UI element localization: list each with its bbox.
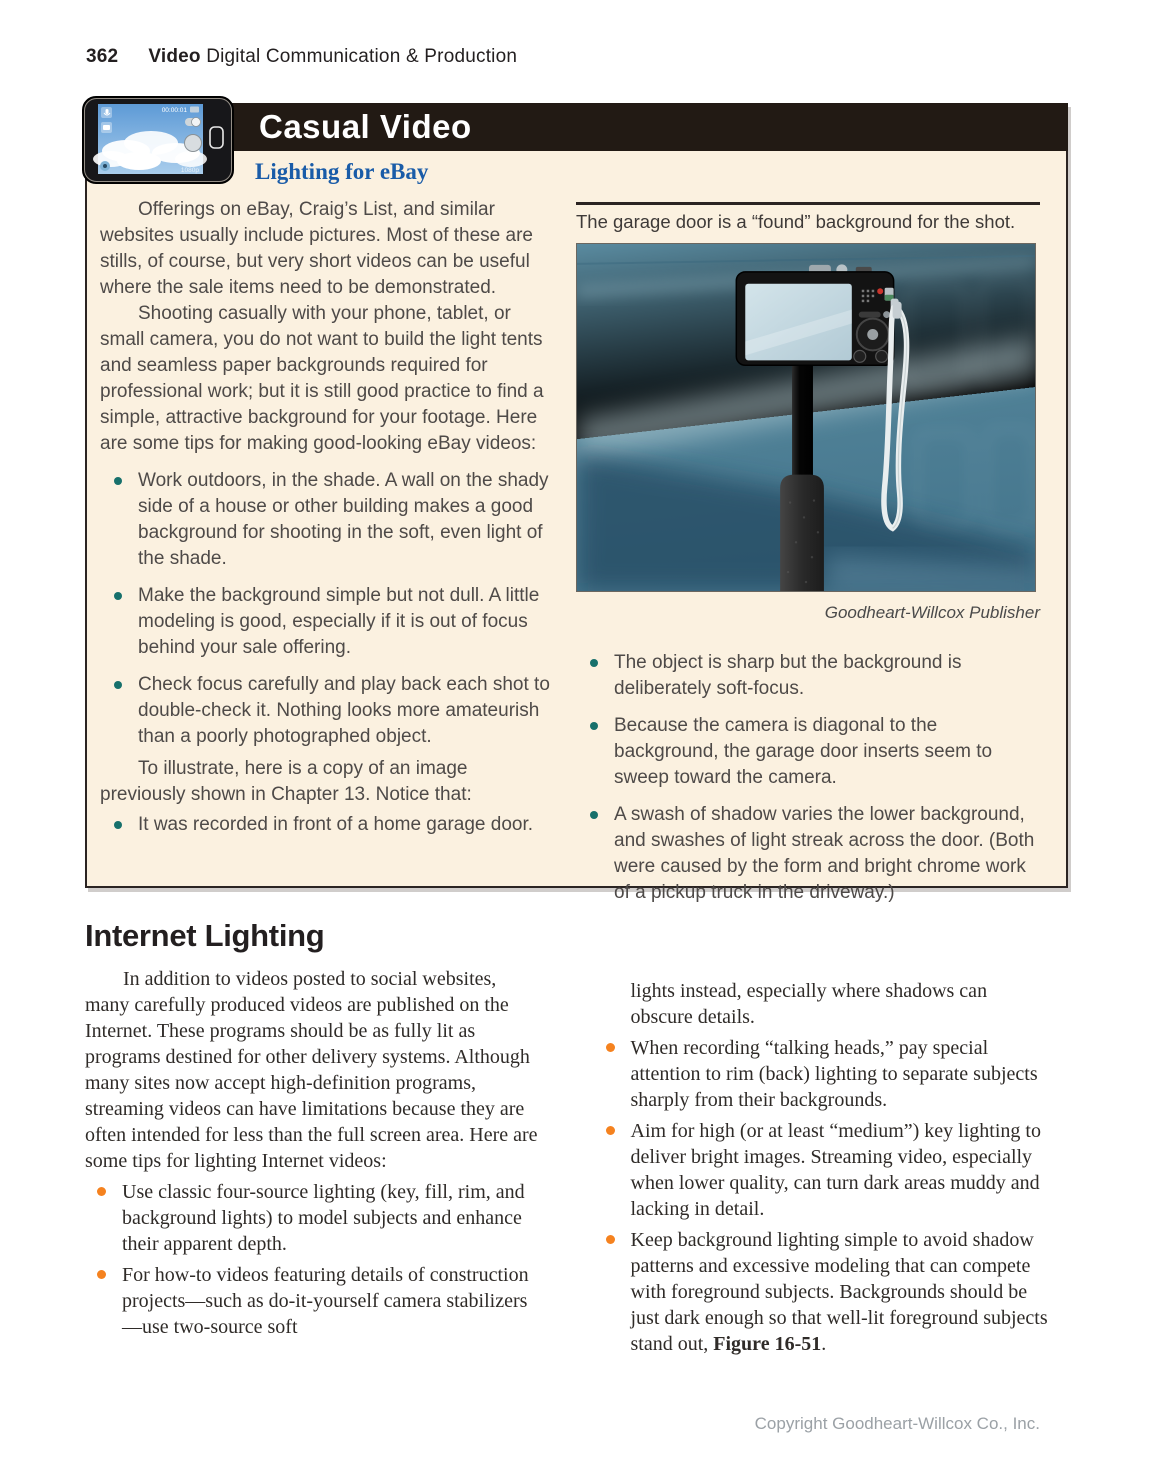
bullet-text: A swash of shadow varies the lower background, and swashes of light streak across the door. (Both were caused by the form and bright chrome work of a pickup truck in the driveway.)	[614, 804, 1035, 903]
bullet-text: The object is sharp but the background is deliberately soft-focus.	[614, 652, 962, 699]
phone-camera-icon	[81, 95, 235, 187]
book-title: Digital Communication & Production	[206, 46, 518, 67]
section-right-column	[594, 966, 1051, 1357]
list-item	[100, 468, 552, 572]
bullet-dot-icon	[590, 722, 598, 730]
shutter-button	[185, 135, 202, 152]
timecode-readout: 00:00:01	[161, 107, 187, 114]
bullet-text	[631, 1227, 1051, 1357]
list-item	[100, 672, 552, 750]
list-item	[576, 650, 1040, 702]
mic-icon	[101, 107, 112, 118]
photo-credit: Goodheart-Willcox Publisher	[824, 603, 1040, 622]
record-toggle	[185, 118, 201, 127]
list-item	[85, 1262, 542, 1340]
list-item	[594, 1227, 1051, 1357]
bullet-text-before: Keep background lighting simple to avoid shadow patterns and excessive modeling that can compete with foreground subjects. Backgrounds should be just dark enough so that well-lit foreground subjects stand out,	[630, 1229, 1048, 1355]
bullet-continuation-text: lights instead, especially where shadows can obscure details.	[630, 980, 988, 1028]
page-number: 362	[86, 46, 119, 67]
garage-door-photo	[576, 243, 1036, 592]
battery-icon	[190, 107, 199, 113]
feature-left-column	[100, 197, 552, 878]
casual-video-feature-box	[85, 103, 1068, 903]
bullet-dot-icon	[606, 1043, 615, 1052]
bullet-dot-icon	[97, 1270, 106, 1279]
section-left-column	[85, 966, 542, 1357]
monopod-pole	[792, 361, 813, 482]
paragraph: Shooting casually with your phone, tablet, or small camera, you do not want to build the light tents and seamless paper backgrounds required for professional work; but it is still good practice to find a simple, attractive background for your footage. Here are some tips for making good-looking eBay videos:	[100, 303, 544, 454]
bullet-dot-icon	[590, 811, 598, 819]
list-item	[594, 1035, 1051, 1113]
feature-subtitle: Lighting for eBay	[255, 159, 429, 184]
figure-reference: Figure 16-51	[713, 1333, 822, 1355]
bullet-text: Aim for high (or at least “medium”) key lighting to deliver bright images. Streaming video, especially when lower quality, can turn dark areas muddy and lacking in detail.	[630, 1120, 1041, 1220]
bullet-text: It was recorded in front of a home garage door.	[138, 814, 534, 835]
list-item	[576, 713, 1040, 791]
bullet-dot-icon	[590, 659, 598, 667]
chapter-label: Video	[148, 46, 201, 67]
bullet-text: Use classic four-source lighting (key, fill, rim, and background lights) to model subjects and enhance their apparent depth.	[122, 1181, 525, 1255]
bullet-text: When recording “talking heads,” pay special attention to rim (back) lighting to separate subjects sharply from their backgrounds.	[630, 1037, 1038, 1111]
bullet-dot-icon	[114, 681, 122, 689]
record-led	[877, 288, 883, 294]
bullet-text: Work outdoors, in the shade. A wall on the shady side of a house or other building makes a good background for shooting in the soft, even light of the shade.	[138, 470, 549, 569]
compact-camera	[736, 264, 898, 365]
section-heading: Internet Lighting	[85, 918, 325, 953]
photo-caption: The garage door is a “found” background for the shot.	[576, 211, 1016, 232]
paragraph: To illustrate, here is a copy of an image previously shown in Chapter 13. Notice that:	[100, 758, 472, 805]
list-item	[100, 812, 552, 838]
bullet-dot-icon	[606, 1126, 615, 1135]
bullet-text: Check focus carefully and play back each shot to double-check it. Nothing looks more amateurish than a poorly photographed object.	[138, 674, 550, 747]
settings-gear-icon	[100, 161, 110, 171]
resolution-readout: 1080p	[180, 167, 199, 174]
bullet-text: Make the background simple but not dull. A little modeling is good, especially if it is out of focus behind your sale offering.	[138, 585, 540, 658]
feature-banner-title: Casual Video	[259, 108, 472, 145]
list-item	[594, 1118, 1051, 1222]
list-item	[100, 583, 552, 661]
page-header	[86, 46, 517, 68]
camera-mode-icon	[101, 122, 112, 133]
bullet-text-after: .	[821, 1333, 827, 1355]
bullet-text: Because the camera is diagonal to the background, the garage door inserts seem to sweep toward the camera.	[614, 715, 993, 788]
bullet-dot-icon	[114, 477, 122, 485]
internet-lighting-section	[85, 918, 1050, 1357]
feature-right-column	[576, 197, 1040, 903]
bullet-dot-icon	[606, 1235, 615, 1244]
bullet-dot-icon	[114, 592, 122, 600]
paragraph: In addition to videos posted to social websites, many carefully produced videos are published on the Internet. These programs should be as fully lit as programs destined for other delivery systems. Although many sites now accept high-definition programs, streaming videos can have limitations because they are often intended for less than the full screen area. Here are some tips for lighting Internet videos:	[85, 968, 538, 1172]
bullet-text: For how-to videos featuring details of construction projects—such as do-it-yourself camera stabilizers—use two-source soft	[122, 1264, 529, 1338]
paragraph: Offerings on eBay, Craig’s List, and similar websites usually include pictures. Most of these are stills, of course, but very short videos can be useful where the sale items need to be demonstrated.	[100, 199, 533, 298]
caption-rule	[576, 202, 1040, 205]
list-item	[576, 802, 1040, 906]
list-item	[85, 1179, 542, 1257]
copyright-notice: Copyright Goodheart-Willcox Co., Inc.	[754, 1414, 1040, 1433]
bullet-dot-icon	[114, 821, 122, 829]
bullet-dot-icon	[97, 1187, 106, 1196]
